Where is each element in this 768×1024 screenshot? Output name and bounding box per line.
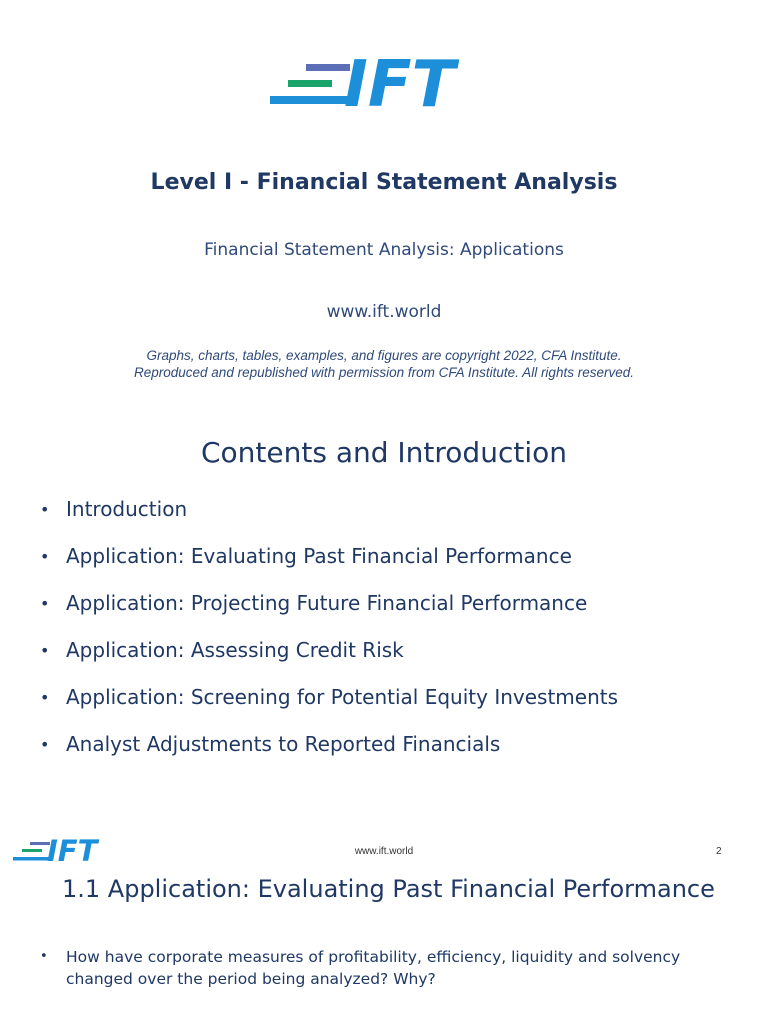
list-item: • Analyst Adjustments to Reported Financials [40, 732, 501, 756]
copyright-line: Reproduced and republished with permission from CFA Institute. All rights reserved. [134, 365, 634, 380]
section-bullet-list [40, 946, 740, 990]
section-heading: 1.1 Application: Evaluating Past Financial Performance [62, 875, 715, 903]
document-subtitle: Financial Statement Analysis: Applications [204, 240, 564, 260]
copyright-line: Graphs, charts, tables, examples, and figures are copyright 2022, CFA Institute. [146, 348, 622, 363]
bullet-icon: • [40, 949, 48, 964]
page-number: 2 [716, 846, 722, 857]
ift-logo-small-text: IFT [47, 836, 98, 864]
list-item: • How have corporate measures of profitability, efficiency, liquidity and solvency changed over the period being analyzed? Why? [40, 948, 681, 988]
list-item: • Application: Evaluating Past Financial Performance [40, 544, 572, 568]
bullet-icon: • [40, 735, 50, 754]
bullet-icon: • [40, 500, 50, 519]
bullet-icon: • [40, 688, 50, 707]
bullet-icon: • [40, 547, 50, 566]
contents-list [40, 497, 760, 779]
footer-url[interactable]: www.ift.world [354, 846, 414, 857]
bullet-icon: • [40, 594, 50, 613]
ift-logo-text: IFT [344, 50, 456, 112]
list-item: • Introduction [40, 497, 188, 521]
ift-logo [268, 50, 492, 112]
website-url[interactable]: www.ift.world [326, 302, 442, 322]
list-item: • Application: Projecting Future Financial Performance [40, 591, 588, 615]
list-item: • Application: Screening for Potential Equity Investments [40, 685, 619, 709]
contents-heading: Contents and Introduction [201, 436, 567, 469]
list-item: • Application: Assessing Credit Risk [40, 638, 404, 662]
copyright-notice [0, 347, 768, 381]
bullet-icon: • [40, 641, 50, 660]
document-title: Level I - Financial Statement Analysis [150, 170, 618, 195]
